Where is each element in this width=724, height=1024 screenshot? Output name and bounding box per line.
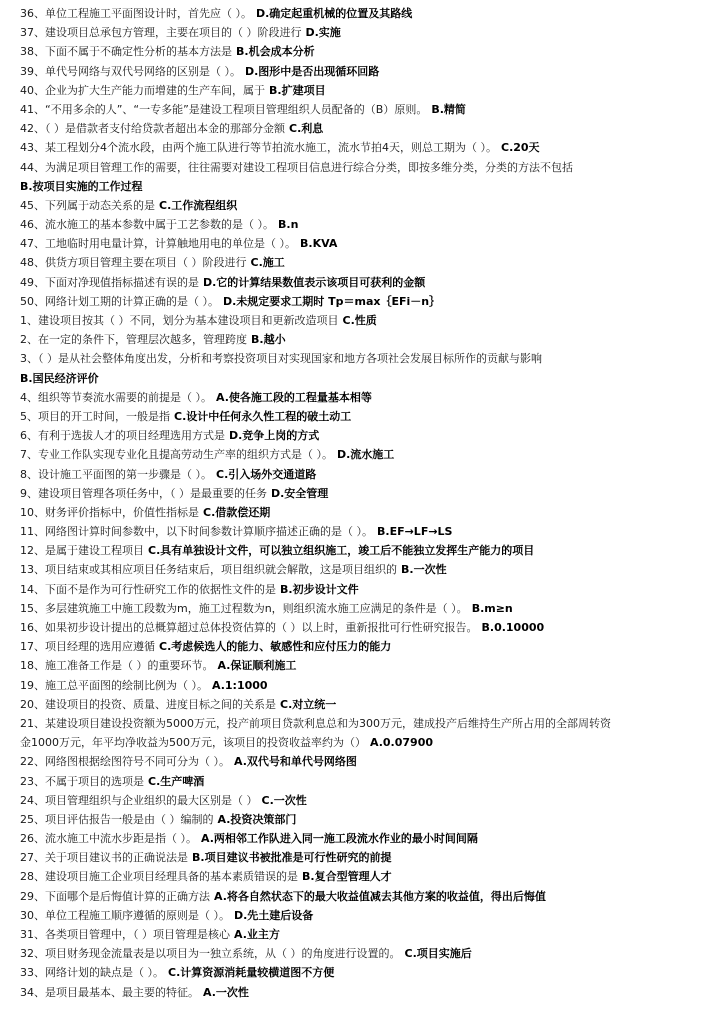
question-text: 32、项目财务现金流量表是以项目为一独立系统，从（ ）的角度进行设置的。 xyxy=(20,947,401,961)
question-line xyxy=(20,714,718,733)
answer-text: D.流水施工 xyxy=(337,448,395,462)
question-text: 46、流水施工的基本参数中属于工艺参数的是（ ）。 xyxy=(20,218,274,232)
question-line xyxy=(20,580,718,599)
question-text: 27、关于项目建议书的正确说法是 xyxy=(20,851,188,865)
question-text: 30、单位工程施工顺序遵循的原则是（ ）。 xyxy=(20,908,230,922)
question-text: 29、下面哪个是后悔值计算的正确方法 xyxy=(20,889,210,903)
question-text: 22、网络图根据绘图符号不同可分为（ ）。 xyxy=(20,755,230,769)
question-line xyxy=(20,177,718,196)
answer-text: B.复合型管理人才 xyxy=(302,870,392,884)
question-text: 25、项目评估报告一般是由（ ）编制的 xyxy=(20,812,214,826)
answer-text: C.考虑候选人的能力、敏感性和应付压力的能力 xyxy=(159,640,392,654)
answer-text: C.设计中任何永久性工程的破土动工 xyxy=(174,409,352,423)
question-text: 26、流水施工中流水步距是指（ ）。 xyxy=(20,832,197,846)
answer-text: B.机会成本分析 xyxy=(236,45,315,59)
question-text: 49、下面对净现值指标描述有误的是 xyxy=(20,275,199,289)
answer-text: D.安全管理 xyxy=(271,486,329,500)
question-line xyxy=(20,733,718,752)
question-text: 31、各类项目管理中，（ ）项目管理是核心 xyxy=(20,928,230,941)
question-line xyxy=(20,848,718,867)
answer-text: C.具有单独设计文件，可以独立组织施工，竣工后不能独立发挥生产能力的项目 xyxy=(148,544,535,558)
question-line xyxy=(20,541,718,560)
answer-text: B.n xyxy=(278,218,299,232)
question-text: 12、是属于建设工程项目 xyxy=(20,544,144,558)
question-line xyxy=(20,369,718,388)
question-text: 24、项目管理组织与企业组织的最大区别是（ ） xyxy=(20,793,258,807)
question-line xyxy=(20,772,718,791)
answer-text: B.按项目实施的工作过程 xyxy=(20,179,143,193)
answer-text: D.确定起重机械的位置及其路线 xyxy=(256,7,413,20)
question-line xyxy=(20,100,718,119)
question-text: 37、建设项目总承包方管理，主要在项目的（ ）阶段进行 xyxy=(20,26,302,40)
question-text: 39、单代号网络与双代号网络的区别是（ ）。 xyxy=(20,64,241,78)
question-text: 15、多层建筑施工中施工段数为m，施工过程数为n，则组织流水施工应满足的条件是（ ）。 xyxy=(20,601,468,615)
answer-text: D.图形中是否出现循环回路 xyxy=(245,64,380,78)
question-text: 3、（ ）是从社会整体角度出发，分析和考察投资项目对实现国家和地方各项社会发展目标所作的贡献与影响 xyxy=(20,352,542,366)
question-text: 20、建设项目的投资、质量、进度目标之间的关系是 xyxy=(20,697,276,711)
question-text: 10、财务评价指标中，价值性指标是 xyxy=(20,505,199,519)
question-text: 40、企业为扩大生产能力而增建的生产车间，属于 xyxy=(20,83,265,97)
answer-text: B.初步设计文件 xyxy=(280,582,359,596)
answer-text: D.实施 xyxy=(305,26,341,40)
question-line xyxy=(20,963,718,982)
question-line xyxy=(20,273,718,292)
question-text: 5、项目的开工时间，一般是指 xyxy=(20,409,170,423)
question-text: 33、网络计划的缺点是（ ）。 xyxy=(20,966,164,980)
answer-text: C.引入场外交通道路 xyxy=(216,467,317,481)
question-text: 38、下面不属于不确定性分析的基本方法是 xyxy=(20,45,232,59)
answer-text: A.保证顺利施工 xyxy=(217,659,297,673)
question-text: 金1000万元，年平均净收益为500万元，该项目的投资收益率约为（） xyxy=(20,736,366,750)
question-text: 44、为满足项目管理工作的需要，往往需要对建设工程项目信息进行综合分类，即按多维分类，分类的方法不包括 xyxy=(20,160,573,174)
question-text: 50、网络计划工期的计算正确的是（ ）。 xyxy=(20,294,219,308)
answer-text: B.越小 xyxy=(251,333,286,347)
question-line xyxy=(20,330,718,349)
question-line xyxy=(20,215,718,234)
question-line xyxy=(20,810,718,829)
answer-text: C.利息 xyxy=(289,122,324,136)
answer-text: A.一次性 xyxy=(203,985,249,999)
question-text: 34、是项目最基本、最主要的特征。 xyxy=(20,985,199,999)
answer-text: C.工作流程组织 xyxy=(159,198,238,212)
question-line xyxy=(20,253,718,272)
question-line xyxy=(20,867,718,886)
question-line xyxy=(20,925,718,944)
answer-text: A.业主方 xyxy=(234,928,280,941)
question-text: 16、如果初步设计提出的总概算超过总体投资估算的（ ）以上时，重新报批可行性研究报告。 xyxy=(20,621,478,634)
question-line xyxy=(20,465,718,484)
answer-text: D.它的计算结果数值表示该项目可获利的金额 xyxy=(203,275,426,289)
answer-text: A.1:1000 xyxy=(212,678,268,692)
question-line xyxy=(20,349,718,368)
question-line xyxy=(20,4,718,23)
answer-text: B.国民经济评价 xyxy=(20,371,99,385)
question-line xyxy=(20,445,718,464)
question-line xyxy=(20,138,718,157)
question-text: 19、施工总平面图的绘制比例为（ ）。 xyxy=(20,678,208,692)
question-line xyxy=(20,81,718,100)
question-text: 41、“不用多余的人”、“一专多能”是建设工程项目管理组织人员配备的（B）原则。 xyxy=(20,102,428,116)
answer-text: B.0.10000 xyxy=(481,621,545,634)
question-text: 28、建设项目施工企业项目经理具备的基本素质错误的是 xyxy=(20,870,298,884)
answer-text: D.未规定要求工期时 Tp＝max｛EFi－n｝ xyxy=(223,294,441,308)
question-line xyxy=(20,23,718,42)
answer-text: A.两相邻工作队进入同一施工段流水作业的最小时间间隔 xyxy=(201,832,478,846)
question-line xyxy=(20,119,718,138)
question-line xyxy=(20,791,718,810)
answer-text: B.扩建项目 xyxy=(269,83,326,97)
question-line xyxy=(20,599,718,618)
question-line xyxy=(20,42,718,61)
answer-text: C.对立统一 xyxy=(280,697,337,711)
question-line xyxy=(20,484,718,503)
question-text: 36、单位工程施工平面图设计时，首先应（ ）。 xyxy=(20,7,252,20)
answer-text: B.精简 xyxy=(431,102,466,116)
question-text: 7、专业工作队实现专业化且提高劳动生产率的组织方式是（ ）。 xyxy=(20,448,333,462)
question-text: 21、某建设项目建设投资额为5000万元，投产前项目贷款利息总和为300万元，建成投产后维持生产所占用的全部周转资 xyxy=(20,716,611,730)
question-line xyxy=(20,407,718,426)
answer-text: D.先土建后设备 xyxy=(234,908,314,922)
question-line xyxy=(20,656,718,675)
question-line xyxy=(20,426,718,445)
answer-text: C.一次性 xyxy=(261,793,307,807)
answer-text: A.双代号和单代号网络图 xyxy=(234,755,357,769)
question-text: 4、组织等节奏流水需要的前提是（ ）。 xyxy=(20,390,212,404)
question-line xyxy=(20,311,718,330)
question-text: 9、建设项目管理各项任务中，（ ）是最重要的任务 xyxy=(20,486,267,500)
question-text: 11、网络图计算时间参数中，以下时间参数计算顺序描述正确的是（ ）。 xyxy=(20,525,373,539)
question-text: 18、施工准备工作是（ ）的重要环节。 xyxy=(20,659,214,673)
answer-text: D.竞争上岗的方式 xyxy=(229,429,320,443)
question-line xyxy=(20,676,718,695)
question-text: 8、设计施工平面图的第一步骤是（ ）。 xyxy=(20,467,212,481)
question-line xyxy=(20,196,718,215)
answer-text: C.借款偿还期 xyxy=(203,505,271,519)
answer-text: B.EF→LF→LS xyxy=(377,525,453,539)
question-text: 14、下面不是作为可行性研究工作的依据性文件的是 xyxy=(20,582,276,596)
question-line xyxy=(20,637,718,656)
question-text: 43、某工程划分4个流水段，由两个施工队进行等节拍流水施工，流水节拍4天，则总工期为（ ）。 xyxy=(20,141,497,155)
answer-text: C.项目实施后 xyxy=(404,947,472,961)
question-line xyxy=(20,388,718,407)
answer-text: C.20天 xyxy=(501,141,540,155)
question-line xyxy=(20,560,718,579)
question-text: 6、有利于选拔人才的项目经理选用方式是 xyxy=(20,429,225,443)
question-line xyxy=(20,618,718,637)
answer-text: B.m≥n xyxy=(471,601,513,615)
answer-text: A.使各施工段的工程量基本相等 xyxy=(216,390,372,404)
question-line xyxy=(20,62,718,81)
question-text: 42、（ ）是借款者支付给贷款者超出本金的那部分金额 xyxy=(20,122,285,136)
answer-text: C.施工 xyxy=(250,256,285,270)
question-text: 48、供货方项目管理主要在项目（ ）阶段进行 xyxy=(20,256,247,270)
answer-text: A.0.07900 xyxy=(370,736,433,750)
question-line xyxy=(20,695,718,714)
question-line xyxy=(20,906,718,925)
question-text: 45、下列属于动态关系的是 xyxy=(20,198,155,212)
question-line xyxy=(20,829,718,848)
question-line xyxy=(20,503,718,522)
answer-text: A.将各自然状态下的最大收益值减去其他方案的收益值，得出后悔值 xyxy=(214,889,546,903)
question-text: 2、在一定的条件下，管理层次越多，管理跨度 xyxy=(20,333,247,347)
answer-text: A.投资决策部门 xyxy=(217,812,297,826)
answer-text: B.KVA xyxy=(300,237,338,251)
question-line xyxy=(20,158,718,177)
answer-text: C.计算资源消耗量较横道图不方便 xyxy=(168,966,335,980)
answer-text: B.项目建议书被批准是可行性研究的前提 xyxy=(192,851,392,865)
question-line xyxy=(20,522,718,541)
question-text: 13、项目结束或其相应项目任务结束后，项目组织就会解散，这是项目组织的 xyxy=(20,563,397,577)
question-line xyxy=(20,292,718,311)
answer-text: C.性质 xyxy=(342,314,377,327)
question-text: 47、工地临时用电量计算，计算触地用电的单位是（ ）。 xyxy=(20,237,296,251)
question-line xyxy=(20,944,718,963)
question-line xyxy=(20,234,718,253)
answer-text: C.生产啤酒 xyxy=(148,774,205,788)
question-text: 17、项目经理的选用应遵循 xyxy=(20,640,155,654)
question-line xyxy=(20,887,718,906)
question-text: 23、不属于项目的选项是 xyxy=(20,774,144,788)
question-line xyxy=(20,752,718,771)
answer-text: B.一次性 xyxy=(401,563,447,577)
question-text: 1、建设项目按其（ ）不同，划分为基本建设项目和更新改造项目 xyxy=(20,314,339,327)
question-line xyxy=(20,983,718,1002)
